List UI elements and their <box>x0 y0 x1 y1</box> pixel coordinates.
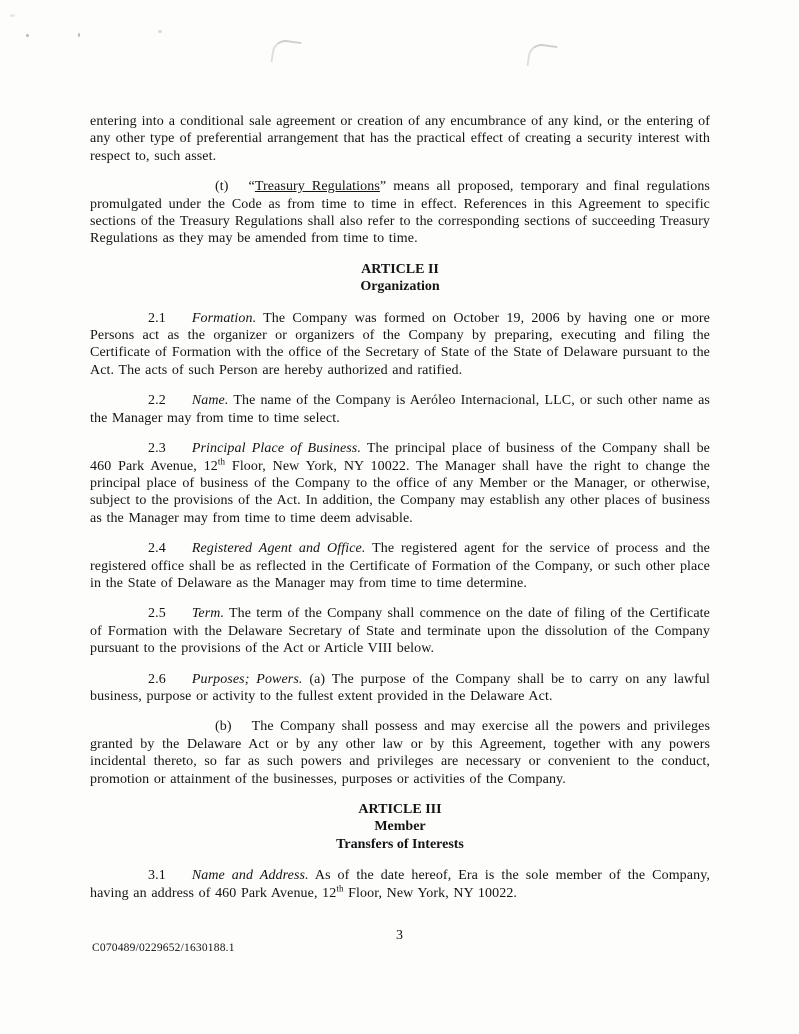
scan-artifact-dot <box>10 14 15 17</box>
paragraph-2-6-b: (b) The Company shall possess and may exercise all the powers and privileges granted by the Delaware Act or by any other law or by this Agreement, together with any powers incidental thereto, so far as such powers and privileges are necessary or convenient to the conduct, promotion or attainment of the businesses, purposes or activities of the Company. <box>90 719 710 787</box>
scan-artifact-dot <box>78 33 80 37</box>
scan-artifact-dot <box>26 34 29 37</box>
section-3-1-name-and-address: 3.1 Name and Address. As of the date hereof, Era is the sole member of the Company, having an address of 460 Park Avenue, 12th Floor, New York, NY 10022. <box>90 868 710 901</box>
paragraph-continuation: entering into a conditional sale agreement or creation of any encumbrance of any kind, or the entering of any other type of preferential arrangement that has the practical effect of creating a security interest with respect to, such asset. <box>90 114 710 164</box>
article-3-subtitle-transfers: Transfers of Interests <box>336 836 464 852</box>
scan-artifact-curve <box>270 38 301 66</box>
scan-artifact-dot <box>158 30 162 33</box>
document-body <box>90 113 710 915</box>
section-2-3-principal-place-of-business: 2.3 Principal Place of Business. The principal place of business of the Company shall be 460 Park Avenue, 12th Floor, New York, NY 10022. The Manager shall have the right to change the principal place of business of the Company to the office of any Member or the Manager, or otherwise, subject to the provisions of the Act. In addition, the Company may establish any other places of business as the Manager may from time to time deem advisable. <box>90 441 710 526</box>
section-2-4-registered-agent-and-office: 2.4 Registered Agent and Office. The registered agent for the service of process and the registered office shall be as reflected in the Certificate of Formation of the Company, or such other place in the State of Delaware as the Manager may from time to time determine. <box>90 541 710 591</box>
section-2-1-formation: 2.1 Formation. The Company was formed on October 19, 2006 by having one or more Persons act as the organizer or organizers of the Company by preparing, executing and filing the Certificate of Formation with the office of the Secretary of State of the State of Delaware pursuant to the Act. The acts of such Person are hereby authorized and ratified. <box>90 310 710 378</box>
paragraph-definition-treasury-regulations: (t) “Treasury Regulations” means all proposed, temporary and final regulations promulgated under the Code as from time to time in effect. References in this Agreement to specific sections of the Treasury Regulations shall also refer to the corresponding sections of succeeding Treasury Regulations as they may be amended from time to time. <box>90 179 710 247</box>
article-2-heading <box>90 261 710 296</box>
section-2-5-term: 2.5 Term. The term of the Company shall commence on the date of filing of the Certificate of Formation with the Delaware Secretary of State and terminate upon the dissolution of the Company pursuant to the provisions of the Act or Article VIII below. <box>90 606 710 657</box>
document-code: C070489/0229652/1630188.1 <box>92 942 235 954</box>
section-2-6-purposes-powers: 2.6 Purposes; Powers. (a) The purpose of the Company shall be to carry on any lawful business, purpose or activity to the fullest extent provided in the Delaware Act. <box>90 671 710 704</box>
article-3-subtitle-member: Member <box>374 819 426 835</box>
scan-artifact-curve <box>526 42 557 70</box>
section-2-2-name: 2.2 Name. The name of the Company is Aeróleo Internacional, LLC, or such other name as the Manager may from time to time select. <box>90 393 710 426</box>
page-number: 3 <box>396 928 403 943</box>
article-2-subtitle: Organization <box>360 279 440 295</box>
article-3-heading <box>90 801 710 853</box>
article-2-title: ARTICLE II <box>361 261 439 277</box>
article-3-title: ARTICLE III <box>358 802 442 817</box>
